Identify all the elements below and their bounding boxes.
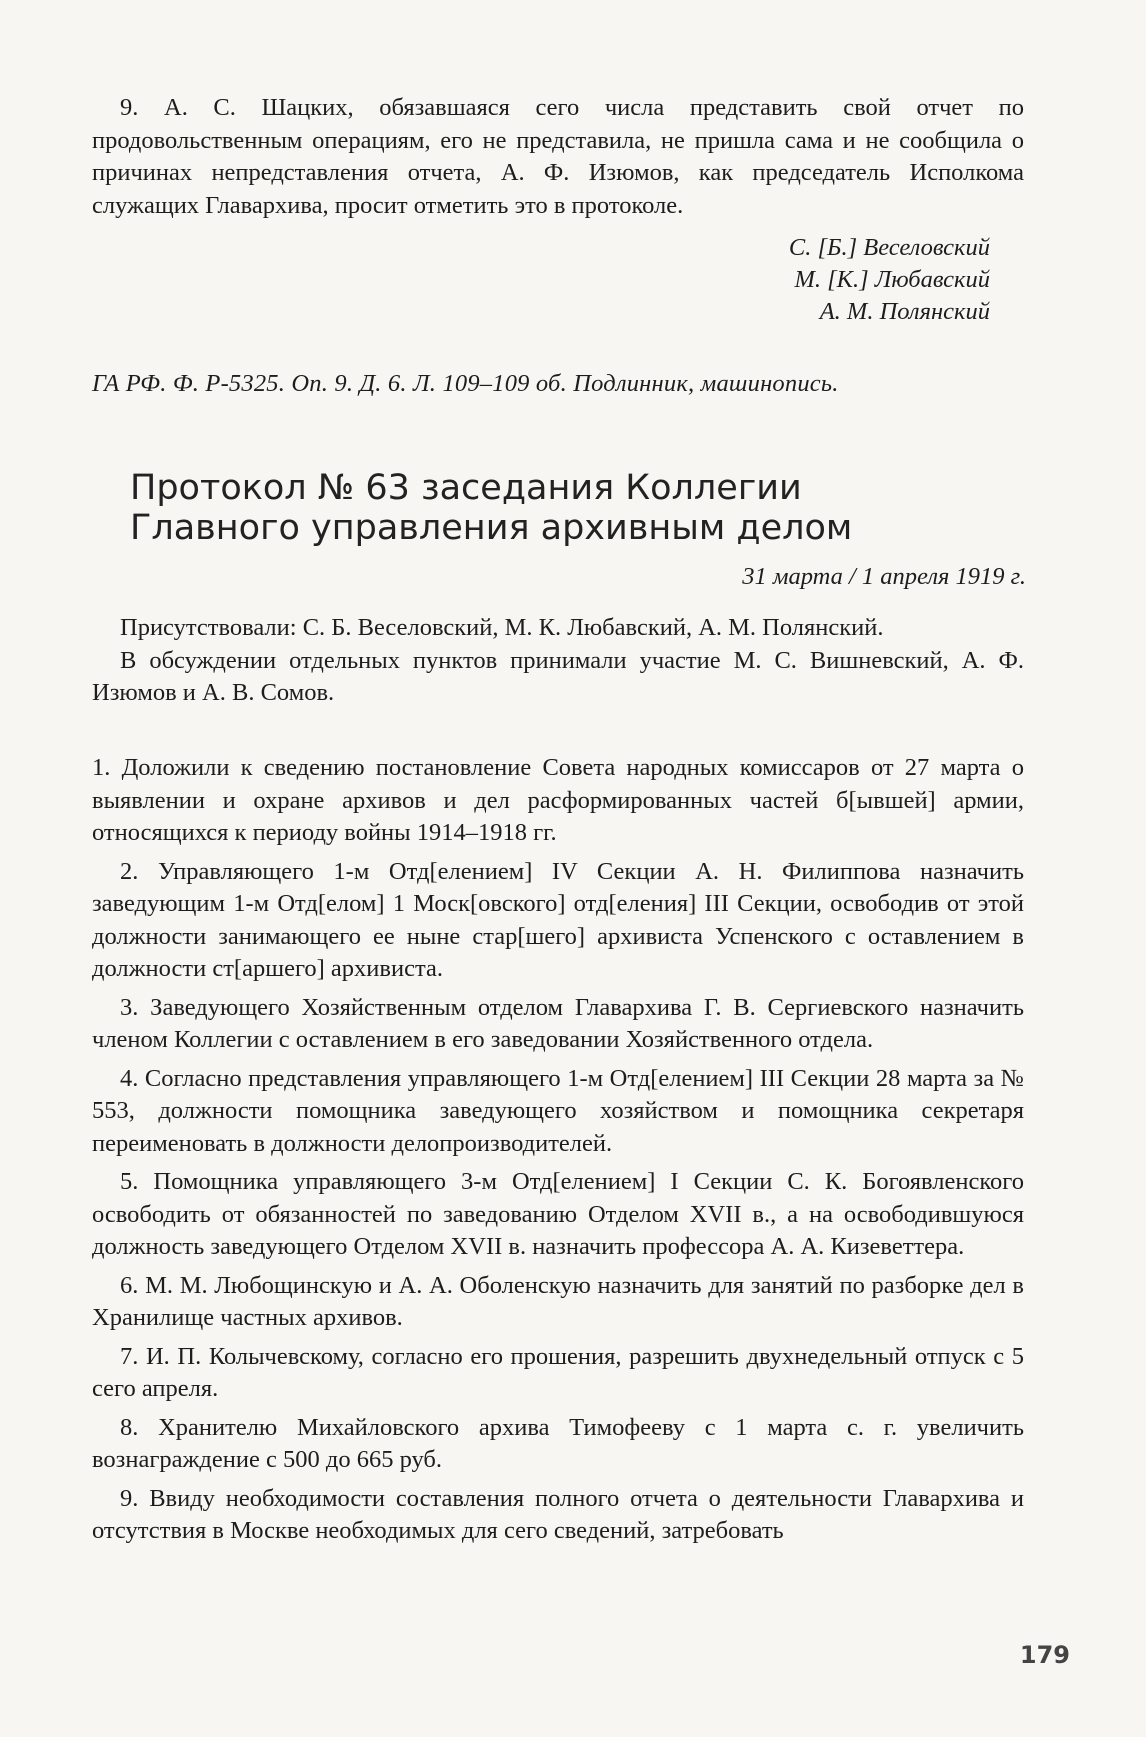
heading-line-1: Протокол № 63 заседания Коллегии bbox=[130, 468, 802, 508]
list-item: 4. Согласно представления управляющего 1-м Отд[елением] III Секции 28 марта за № 553, должности помощника заведующего хозяйством и помощника секретаря переименовать в должности делопроизводителей. bbox=[92, 1064, 1024, 1157]
list-item: 7. И. П. Колычевскому, согласно его прошения, разрешить двухнедельный отпуск с 5 сего апреля. bbox=[92, 1342, 1024, 1402]
list-item: 3. Заведующего Хозяйственным отделом Главархива Г. В. Сергиевского назначить членом Коллегии с оставлением в его заведовании Хозяйственного отдела. bbox=[92, 993, 1024, 1053]
participants-line: В обсуждении отдельных пунктов принимали участие М. С. Вишневский, А. Ф. Изюмов и А. В. Сомов. bbox=[92, 646, 1024, 706]
paragraph-item-9-prev: 9. А. С. Шацких, обязавшаяся сего числа представить свой отчет по продовольственным операциям, его не представила, не пришла сама и не сообщила о причинах непредставления отчета, А. Ф. Изюмов, как председатель Исполкома служащих Главархива, просит отметить это в протоколе. bbox=[92, 94, 1024, 219]
heading-line-2: Главного управления архивным делом bbox=[130, 508, 853, 548]
list-item: 5. Помощника управляющего 3-м Отд[елением] I Секции С. К. Богоявленского освободить от обязанностей по заведованию Отделом XVII в., а на освободившуюся должность заведующего Отделом XVII в. назначить профессора А. А. Кизеветтера. bbox=[92, 1168, 1024, 1260]
signature-polyansky: А. М. Полянский bbox=[819, 298, 990, 325]
signature-veselovsky: С. [Б.] Веселовский bbox=[788, 234, 990, 261]
attendance-block bbox=[92, 612, 1024, 710]
section-heading bbox=[130, 468, 970, 548]
source-note: ГА РФ. Ф. Р-5325. Оп. 9. Д. 6. Л. 109–109 об. Подлинник, машинопись. bbox=[92, 370, 839, 397]
present-line: Присутствовали: С. Б. Веселовский, М. К. Любавский, А. М. Полянский. bbox=[120, 614, 884, 641]
list-item: 6. М. М. Любощинскую и А. А. Оболенскую назначить для занятий по разборке дел в Хранилище частных архивов. bbox=[92, 1271, 1024, 1331]
list-item: 2. Управляющего 1-м Отд[елением] IV Секции А. Н. Филиппова назначить заведующим 1-м Отд[елом] 1 Моск[овского] отд[еления] III Секции, освободив от этой должности занимающего ее ныне стар[шего] архивиста Успенского с оставлением в должности ст[аршего] архивиста. bbox=[92, 857, 1024, 982]
list-item: 1. Доложили к сведению постановление Совета народных комиссаров от 27 марта о выявлении и охране архивов и дел расформированных частей б[ывшей] армии, относящихся к периоду войны 1914–1918 гг. bbox=[92, 754, 1024, 846]
list-item: 8. Хранителю Михайловского архива Тимофееву с 1 марта с. г. увеличить вознаграждение с 500 до 665 руб. bbox=[92, 1413, 1024, 1473]
list-item: 9. Ввиду необходимости составления полного отчета о деятельности Главархива и отсутствия в Москве необходимых для сего сведений, затребовать bbox=[92, 1484, 1024, 1544]
page-number: 179 bbox=[1019, 1641, 1070, 1669]
signature-block bbox=[700, 232, 990, 328]
signature-lyubavsky: М. [К.] Любавский bbox=[794, 266, 990, 293]
top-item bbox=[92, 92, 1024, 222]
items-list bbox=[92, 752, 1024, 1554]
protocol-date: 31 марта / 1 апреля 1919 г. bbox=[742, 563, 1026, 590]
